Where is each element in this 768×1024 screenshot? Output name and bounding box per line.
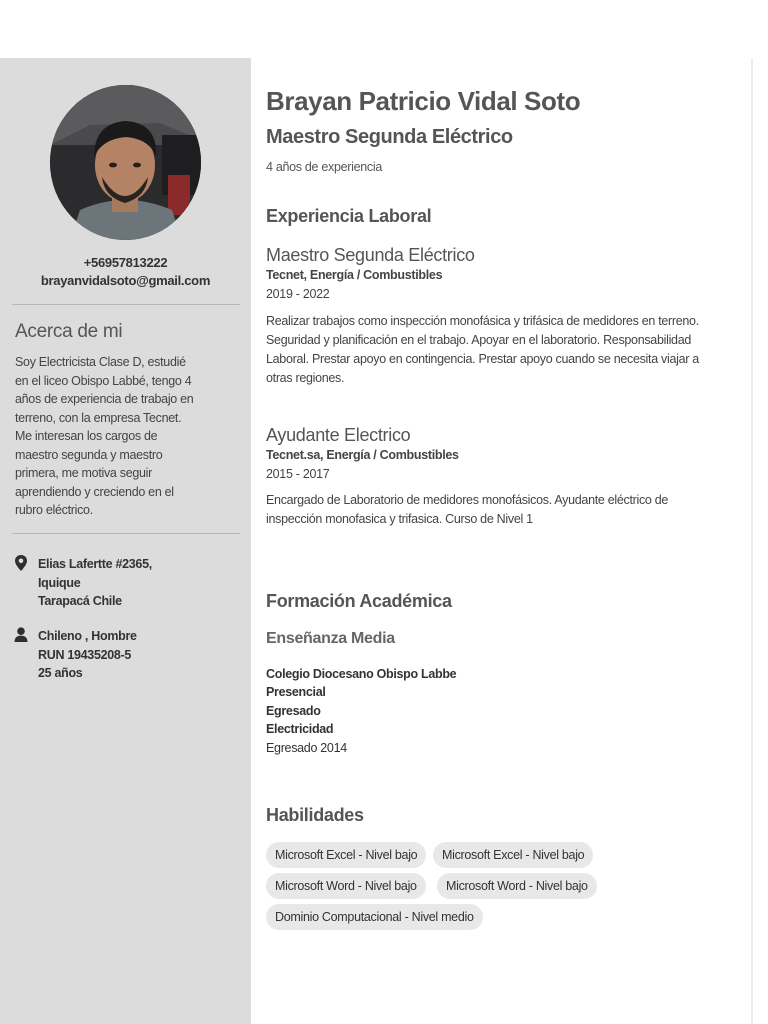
skill-tag: Microsoft Excel - Nivel bajo <box>433 842 593 868</box>
phone: +56957813222 <box>83 255 168 270</box>
education-status: Egresado <box>266 704 321 718</box>
experience-item-title: Ayudante Electrico <box>266 425 411 445</box>
skill-tag: Microsoft Excel - Nivel bajo <box>266 842 426 868</box>
graduation-year: Egresado 2014 <box>266 741 347 755</box>
profile-photo <box>50 85 201 240</box>
skill-tag: Dominio Computacional - Nivel medio <box>266 904 483 930</box>
person-icon <box>14 627 28 643</box>
skills-heading: Habilidades <box>266 805 364 825</box>
about-heading: Acerca de mi <box>15 321 123 342</box>
experience-item-company: Tecnet, Energía / Combustibles <box>266 268 443 282</box>
experience-item-description: Realizar trabajos como inspección monofásica y trifásica de medidores en terreno. Seguridad y planificación en el trabajo. Apoyar en el laboratorio. Responsabilidad Laboral. Prestar apoyo en contingencia. Prestar apoyo cuando se necesita viajar a otras regiones. <box>266 314 699 385</box>
experience-item-title: Maestro Segunda Eléctrico <box>266 245 475 265</box>
location-pin-icon <box>14 555 28 571</box>
age: 25 años <box>38 666 83 680</box>
full-name: Brayan Patricio Vidal Soto <box>266 86 581 116</box>
divider <box>12 533 240 534</box>
avatar <box>50 85 201 240</box>
about-text: Soy Electricista Clase D, estudié en el liceo Obispo Labbé, tengo 4 años de experiencia de trabajo en terreno, con la empresa Tecnet. Me interesan los cargos de maestro segunda y maestro primera, me motiva seguir aprendiendo y creciendo en el rubro eléctrico. <box>15 355 194 517</box>
school-name: Colegio Diocesano Obispo Labbe <box>266 667 457 681</box>
education-modality: Presencial <box>266 685 326 699</box>
address-line: Elias Lafertte #2365, <box>38 557 152 571</box>
skill-tag: Microsoft Word - Nivel bajo <box>437 873 597 899</box>
page-edge <box>751 58 753 1024</box>
address-line: Iquique <box>38 575 81 590</box>
experience-years: 4 años de experiencia <box>266 160 383 174</box>
experience-item-description: Encargado de Laboratorio de medidores monofásicos. Ayudante eléctrico de inspección monofasica y trifasica. Curso de Nivel 1 <box>266 493 669 526</box>
education-specialty: Electricidad <box>266 722 334 736</box>
email[interactable]: brayanvidalsoto@gmail.com <box>40 273 211 288</box>
personal-details <box>38 627 137 683</box>
divider <box>12 304 240 305</box>
education-level: Enseñanza Media <box>266 630 395 647</box>
address <box>38 555 152 611</box>
skill-tag: Microsoft Word - Nivel bajo <box>266 873 426 899</box>
experience-heading: Experiencia Laboral <box>266 206 432 226</box>
sidebar <box>0 58 251 1024</box>
address-line: Tarapacá Chile <box>38 594 122 608</box>
job-title: Maestro Segunda Eléctrico <box>266 126 513 148</box>
education-heading: Formación Académica <box>266 591 452 611</box>
experience-item-dates: 2015 - 2017 <box>266 467 330 481</box>
run-number: RUN 19435208-5 <box>38 647 132 662</box>
nationality-gender: Chileno , Hombre <box>38 629 137 643</box>
experience-item-dates: 2019 - 2022 <box>266 287 330 301</box>
experience-item-company: Tecnet.sa, Energía / Combustibles <box>266 448 459 462</box>
